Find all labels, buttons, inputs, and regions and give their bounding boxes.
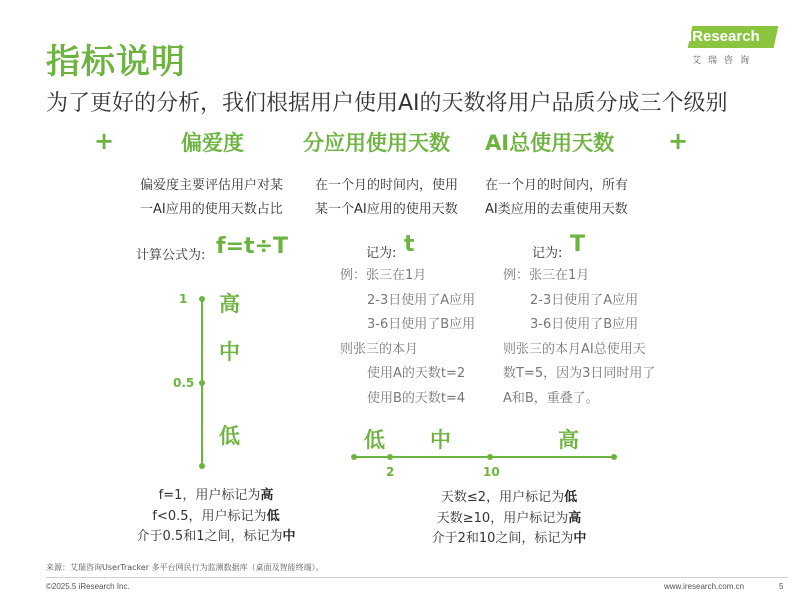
formula-label: 计算公式为: bbox=[136, 248, 206, 263]
desc-line: 某一个AI应用的使用天数 bbox=[315, 202, 458, 217]
vertical-tick-0 bbox=[199, 463, 205, 469]
example-ai-total-days bbox=[503, 264, 655, 411]
vertical-tick-label-1: 1 bbox=[179, 292, 188, 306]
vertical-level-high: 高 bbox=[219, 292, 240, 316]
page-title: 指标说明 bbox=[46, 42, 186, 82]
example-line: 2-3日使用了A应用 bbox=[367, 292, 476, 308]
heading-ai-total-days: AI总使用天数 bbox=[485, 131, 615, 155]
rule-preference bbox=[128, 486, 304, 548]
horizontal-level-low: 低 bbox=[364, 428, 385, 452]
footer-divider bbox=[46, 577, 788, 578]
horizontal-tick-10 bbox=[487, 454, 493, 460]
horizontal-level-mid: 中 bbox=[430, 428, 451, 452]
copyright: ©2025.5 iResearch Inc. bbox=[46, 582, 130, 591]
vertical-level-low: 低 bbox=[219, 424, 240, 448]
horizontal-tick-end bbox=[611, 454, 617, 460]
rule-line: 介于2和10之间，标记为中 bbox=[431, 531, 587, 546]
rule-line: 天数≥10，用户标记为高 bbox=[436, 510, 582, 526]
rule-line: f<0.5，用户标记为低 bbox=[152, 508, 280, 524]
example-line: 例：张三在1月 bbox=[503, 268, 590, 283]
vertical-tick-label-05: 0.5 bbox=[173, 376, 195, 390]
example-line: 2-3日使用了A应用 bbox=[530, 292, 639, 308]
website: www.iresearch.com.cn bbox=[664, 582, 745, 591]
note-label-T: 记为: bbox=[532, 246, 563, 261]
rule-line: 介于0.5和1之间，标记为中 bbox=[136, 529, 296, 544]
logo-subtext: 艾瑞咨询 bbox=[692, 56, 757, 66]
plus-icon-left: + bbox=[94, 127, 115, 155]
desc-preference bbox=[140, 174, 283, 222]
example-app-days bbox=[340, 264, 475, 411]
desc-line: 偏爱度主要评估用户对某 bbox=[140, 178, 284, 193]
note-var-t: t bbox=[404, 232, 415, 257]
example-line: 使用B的天数t=4 bbox=[367, 390, 466, 406]
vertical-tick-05 bbox=[199, 380, 205, 386]
horizontal-tick-label-10: 10 bbox=[483, 465, 500, 479]
desc-line: AI类应用的去重使用天数 bbox=[485, 202, 628, 217]
example-line: 则张三的本月AI总使用天 bbox=[503, 341, 646, 357]
horizontal-tick-label-2: 2 bbox=[386, 465, 395, 479]
horizontal-tick-2 bbox=[387, 454, 393, 460]
note-label-t: 记为: bbox=[366, 246, 397, 261]
note-var-T: T bbox=[570, 232, 586, 257]
formula: f=t÷T bbox=[216, 234, 288, 259]
desc-line: 在一个月的时间内，使用 bbox=[315, 178, 459, 193]
example-line: 则张三的本月 bbox=[340, 341, 419, 357]
horizontal-scale-line bbox=[354, 456, 614, 458]
heading-app-days: 分应用使用天数 bbox=[303, 131, 450, 155]
vertical-level-mid: 中 bbox=[219, 340, 240, 364]
iresearch-logo bbox=[684, 24, 780, 70]
example-line: 3-6日使用了B应用 bbox=[530, 317, 639, 332]
source-note: 来源：艾瑞咨询UserTracker 多平台网民行为监测数据库（桌面及智能终端）。 bbox=[46, 563, 324, 572]
logo-brand: iResearch bbox=[688, 28, 760, 45]
horizontal-level-high: 高 bbox=[558, 428, 579, 452]
plus-icon-right: + bbox=[668, 127, 689, 155]
desc-line: 一AI应用的使用天数占比 bbox=[140, 202, 283, 217]
rule-days bbox=[414, 488, 604, 550]
horizontal-tick-start bbox=[351, 454, 357, 460]
example-line: 3-6日使用了B应用 bbox=[367, 317, 476, 332]
page-subtitle: 为了更好的分析，我们根据用户使用AI的天数将用户品质分成三个级别 bbox=[46, 91, 728, 116]
desc-line: 在一个月的时间内，所有 bbox=[485, 178, 629, 193]
rule-line: 天数≤2，用户标记为低 bbox=[440, 490, 578, 505]
example-line: 数T=5，因为3日同时用了 bbox=[503, 366, 656, 381]
desc-app-days bbox=[315, 174, 458, 222]
example-line: A和B，重叠了。 bbox=[503, 390, 599, 406]
page-number: 5 bbox=[779, 582, 784, 591]
example-line: 例：张三在1月 bbox=[340, 268, 427, 283]
desc-ai-total-days bbox=[485, 174, 628, 222]
heading-preference: 偏爱度 bbox=[181, 131, 244, 155]
rule-line: f=1，用户标记为高 bbox=[158, 488, 274, 503]
vertical-tick-1 bbox=[199, 296, 205, 302]
example-line: 使用A的天数t=2 bbox=[367, 366, 466, 381]
